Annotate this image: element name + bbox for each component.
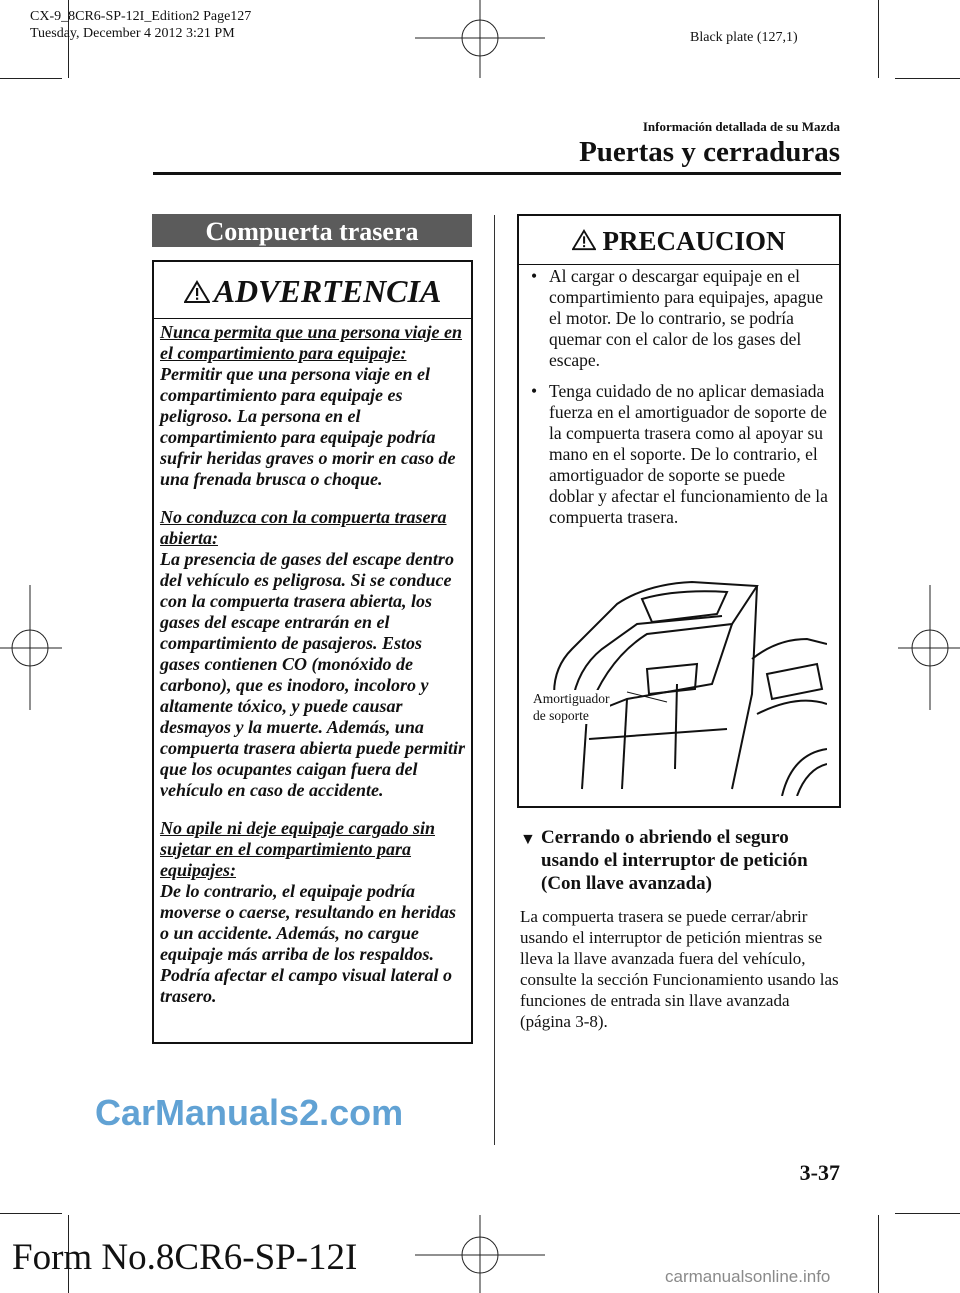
caution-item	[527, 381, 833, 528]
caution-item-text: Al cargar o descargar equipaje en el compartimiento para equipajes, apague el motor. De lo contrario, se podría quemar con el calor de los gases del escape.	[549, 266, 824, 370]
footer-watermark: carmanualsonline.info	[665, 1267, 831, 1286]
caution-header	[519, 216, 839, 265]
subsection-body: La compuerta trasera se puede cerrar/abrir usando el interruptor de petición mientras se lleva la llave avanzada fuera del vehículo, consulte la sección Funcionamiento usando las funciones de entrada sin llave avanzada (página 3-8).	[520, 907, 839, 1031]
watermark: CarManuals2.com	[95, 1092, 404, 1133]
caution-item	[527, 266, 833, 371]
print-meta	[30, 8, 251, 42]
warning-triangle-icon	[572, 229, 596, 251]
warning-item-heading: No apile ni deje equipaje cargado sin sujetar en el compartimiento para equipajes:	[160, 818, 435, 880]
column-divider	[494, 215, 495, 1145]
warning-item	[160, 507, 466, 801]
caution-box	[517, 214, 841, 808]
callout-line: de soporte	[533, 708, 589, 723]
caution-item-text: Tenga cuidado de no aplicar demasiada fuerza en el amortiguador de soporte de la compuerta trasera como al apoyar su mano en el soporte. De lo contrario, el amortiguador de soporte se puede doblar y afectar el funcionamiento de la compuerta trasera.	[549, 381, 828, 527]
bullet: •	[531, 266, 538, 286]
caution-title: PRECAUCION	[602, 226, 786, 256]
warning-item	[160, 322, 466, 490]
warning-item-text: La presencia de gases del escape dentro del vehículo es peligrosa. Si se conduce con la compuerta trasera abierta, los gases del escape entrarán en el compartimiento de pasajeros. Estos gases contienen CO (monóxido de carbono), que es inodoro, incoloro y altamente tóxico, y puede causar desmayos y la muerte. Además, una compuerta trasera abierta puede permitir que los ocupantes caigan fuera del vehículo en caso de accidente.	[160, 549, 465, 800]
warning-triangle-icon	[184, 280, 210, 304]
form-number: Form No.8CR6-SP-12I	[12, 1237, 358, 1278]
print-meta-line2: Tuesday, December 4 2012 3:21 PM	[30, 26, 235, 41]
warning-item-text: Permitir que una persona viaje en el compartimiento para equipaje es peligroso. La persona en el compartimiento para equipaje podría sufrir heridas graves o morir en caso de una frenada brusca o choque.	[160, 364, 456, 489]
subsection-heading-text: Cerrando o abriendo el seguro usando el interruptor de petición (Con llave avanzada)	[541, 827, 808, 894]
callout-label	[533, 690, 610, 724]
warning-title: ADVERTENCIA	[213, 273, 442, 309]
warning-item	[160, 818, 466, 1007]
triangle-down-icon: ▼	[520, 831, 536, 848]
callout-line: Amortiguador	[533, 691, 610, 706]
section-banner: Compuerta trasera	[152, 214, 472, 247]
liftgate-illustration	[527, 564, 827, 796]
warning-item-heading: No conduzca con la compuerta trasera abierta:	[160, 507, 447, 548]
page-number: 3-37	[799, 1160, 840, 1185]
warning-header	[154, 262, 471, 319]
bullet: •	[531, 381, 538, 401]
plate-label: Black plate (127,1)	[690, 30, 798, 45]
section-subtitle: Información detallada de su Mazda	[642, 119, 840, 134]
caution-list	[527, 266, 833, 538]
subsection-heading	[520, 826, 840, 895]
warning-body	[160, 322, 466, 1024]
warning-box	[152, 260, 473, 1044]
warning-item-text: De lo contrario, el equipaje podría moverse o caerse, resultando en heridas o un accidente. Además, no cargue equipaje más arriba de los respaldos. Podría afectar el campo visual lateral o trasero.	[160, 881, 456, 1006]
print-meta-line1: CX-9_8CR6-SP-12I_Edition2 Page127	[30, 9, 252, 24]
header-rule	[153, 172, 841, 175]
warning-item-heading: Nunca permita que una persona viaje en el compartimiento para equipaje:	[160, 322, 463, 363]
section-title: Puertas y cerraduras	[579, 136, 840, 168]
